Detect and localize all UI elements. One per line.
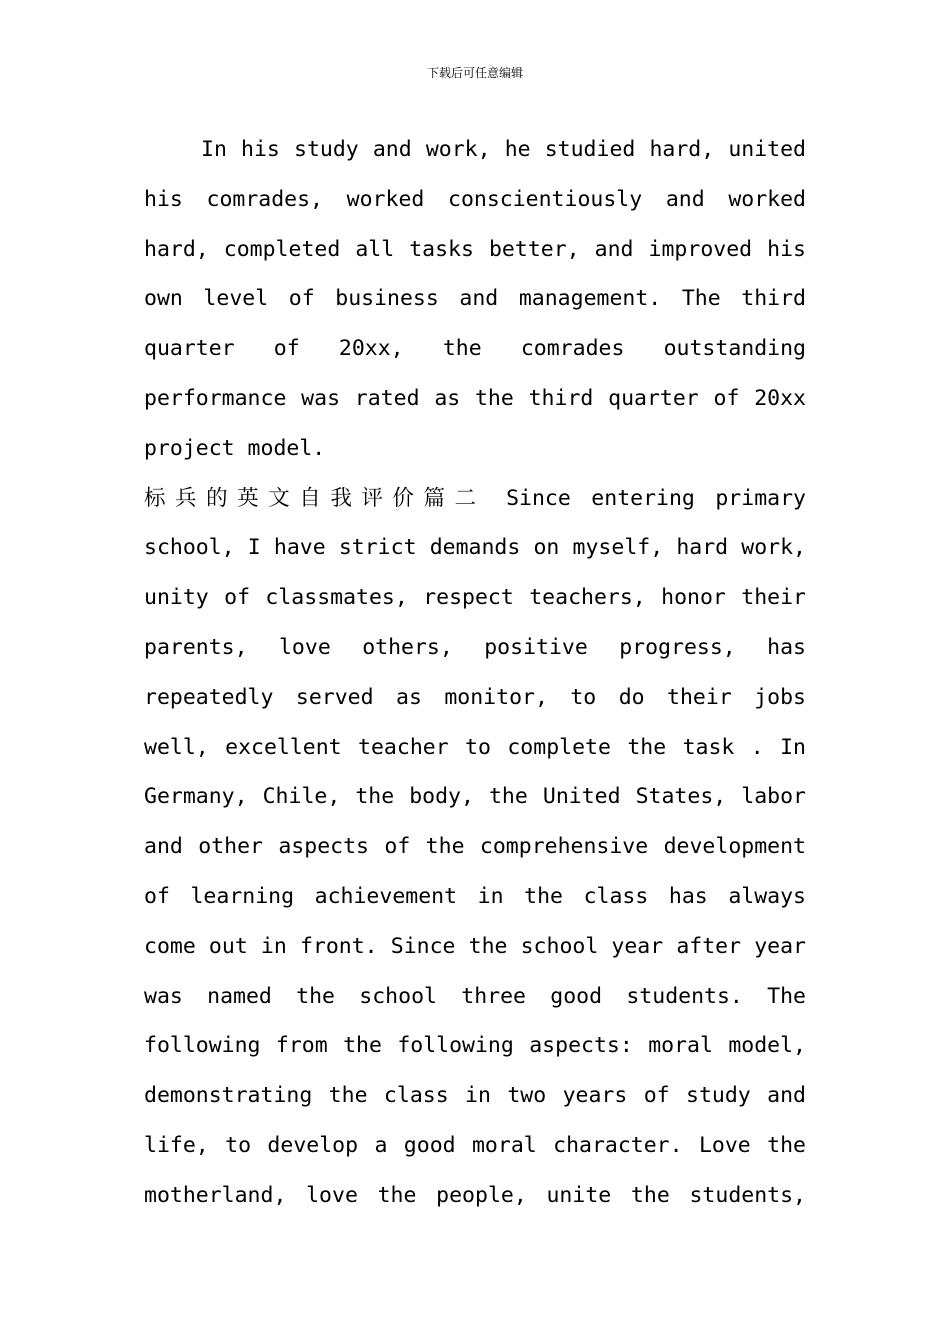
section-first-text: Since entering primary [506, 485, 806, 511]
paragraph-line: quarter of 20xx, the comrades outstanding [144, 336, 806, 362]
paragraph-line: own level of business and management. The third [144, 286, 806, 312]
document-body [144, 125, 806, 1221]
paragraph-line: project model. [144, 435, 326, 461]
paragraph-line: and other aspects of the comprehensive development [144, 834, 806, 860]
paragraph-line: come out in front. Since the school year after year [144, 933, 806, 959]
paragraph-line: hard, completed all tasks better, and improved his [144, 236, 806, 262]
paragraph-line: following from the following aspects: moral model, [144, 1033, 806, 1059]
paragraph-line: was named the school three good students. The [144, 983, 806, 1009]
paragraph-line: repeatedly served as monitor, to do their jobs [144, 684, 806, 710]
paragraph-line: life, to develop a good moral character. Love the [144, 1132, 806, 1158]
paragraph-line: parents, love others, positive progress, has [144, 634, 806, 660]
paragraph-line: Germany, Chile, the body, the United States, labor [144, 784, 806, 810]
paragraph-line: In his study and work, he studied hard, united [201, 137, 806, 162]
section-heading-line [144, 474, 806, 524]
paragraph-line: his comrades, worked conscientiously and worked [144, 186, 806, 212]
paragraph-line: performance was rated as the third quarter of 20xx [144, 385, 806, 411]
section-heading: 标兵的英文自我评价篇二 [144, 485, 486, 511]
page-header: 下载后可任意编辑 [426, 66, 523, 80]
paragraph-line: motherland, love the people, unite the students, [144, 1182, 806, 1208]
paragraph-line: of learning achievement in the class has always [144, 883, 806, 909]
paragraph-line: demonstrating the class in two years of study and [144, 1083, 806, 1109]
paragraph-line: school, I have strict demands on myself, hard work, [144, 535, 806, 561]
paragraph-line: unity of classmates, respect teachers, honor their [144, 585, 806, 611]
paragraph-line: well, excellent teacher to complete the task . In [144, 734, 806, 760]
